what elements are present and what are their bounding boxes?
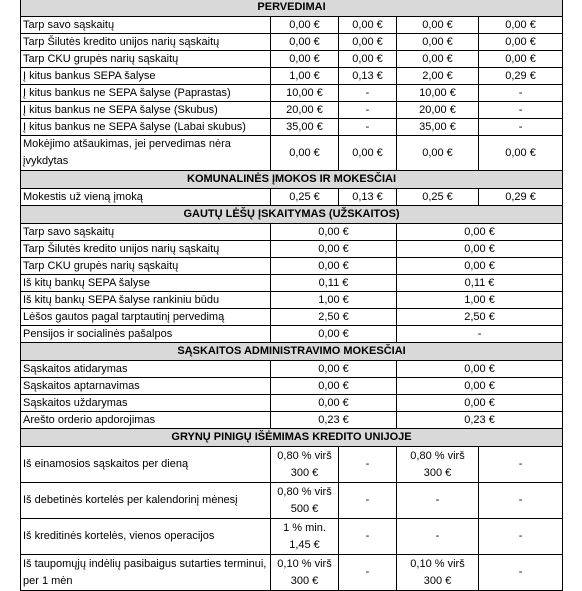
row-label: Tarp CKU grupės narių sąskaitų bbox=[21, 258, 271, 275]
fee-value: - bbox=[479, 119, 563, 136]
fee-value: 0,29 € bbox=[479, 68, 563, 85]
row-label: Į kitus bankus ne SEPA šalyse (Paprastas) bbox=[21, 85, 271, 102]
row-label: Arešto orderio apdorojimas bbox=[21, 412, 271, 429]
table-row bbox=[21, 51, 563, 68]
fee-value: 0,11 € bbox=[397, 275, 563, 292]
section-title: GAUTŲ LĖŠŲ ĮSKAITYMAS (UŽSKAITOS) bbox=[21, 206, 563, 224]
row-label: Iš kitų bankų SEPA šalyse rankiniu būdu bbox=[21, 292, 271, 309]
fee-value: 1,00 € bbox=[397, 292, 563, 309]
fee-value: 0,13 € bbox=[339, 68, 397, 85]
fee-value-line: 0,80 % virš bbox=[410, 449, 465, 462]
fee-value-line: - bbox=[365, 566, 370, 578]
table-row bbox=[21, 326, 563, 343]
row-label: Mokestis už vieną įmoką bbox=[21, 189, 271, 206]
table-row bbox=[21, 275, 563, 292]
fee-value-line: - bbox=[435, 494, 440, 506]
fee-value-line: - bbox=[518, 530, 523, 542]
fee-value: 0,00 € bbox=[271, 241, 397, 258]
row-label: Iš kitų bankų SEPA šalyse bbox=[21, 275, 271, 292]
fee-value bbox=[271, 483, 339, 519]
table-row bbox=[21, 17, 563, 34]
fee-value: 0,29 € bbox=[479, 189, 563, 206]
table-row bbox=[21, 447, 563, 483]
fee-value bbox=[397, 447, 479, 483]
fee-value: 0,23 € bbox=[271, 412, 397, 429]
fee-value: 35,00 € bbox=[397, 119, 479, 136]
fee-value: 0,00 € bbox=[479, 34, 563, 51]
section-title: GRYNŲ PINIGŲ IŠĖMIMAS KREDITO UNIJOJE bbox=[21, 429, 563, 447]
row-label: Tarp Šilutės kredito unijos narių sąskaitų bbox=[21, 241, 271, 258]
fee-value: 0,00 € bbox=[339, 136, 397, 171]
section-title: PERVEDIMAI bbox=[21, 0, 563, 17]
fee-value-line: 1,45 € bbox=[289, 538, 320, 551]
table-row bbox=[21, 519, 563, 555]
fee-value-line: - bbox=[518, 458, 523, 470]
row-label: Mokėjimo atšaukimas, jei pervedimas nėra įvykdytas bbox=[21, 136, 271, 171]
fee-value: 0,00 € bbox=[397, 361, 563, 378]
table-row bbox=[21, 68, 563, 85]
section-title: SĄSKAITOS ADMINISTRAVIMO MOKESČIAI bbox=[21, 343, 563, 361]
row-label: Sąskaitos uždarymas bbox=[21, 395, 271, 412]
table-row bbox=[21, 361, 563, 378]
row-label: Į kitus bankus ne SEPA šalyse (Labai skubus) bbox=[21, 119, 271, 136]
table-row bbox=[21, 483, 563, 519]
fee-value: 0,00 € bbox=[339, 34, 397, 51]
fee-value bbox=[271, 447, 339, 483]
fee-value: 0,00 € bbox=[397, 17, 479, 34]
fee-value-line: - bbox=[518, 566, 523, 578]
fee-value-line: - bbox=[518, 494, 523, 506]
section-title: KOMUNALINĖS ĮMOKOS IR MOKESČIAI bbox=[21, 171, 563, 189]
row-label: Pensijos ir socialinės pašalpos bbox=[21, 326, 271, 343]
table-row bbox=[21, 136, 563, 171]
row-label: Tarp savo sąskaitų bbox=[21, 224, 271, 241]
fee-value-line: 300 € bbox=[423, 574, 452, 587]
fee-value bbox=[479, 447, 563, 483]
fee-value-line: 0,10 % virš bbox=[410, 557, 465, 570]
row-label: Iš taupomųjų indėlių pasibaigus sutarties terminui, per 1 mėn bbox=[21, 555, 271, 591]
fee-value bbox=[339, 483, 397, 519]
row-label: Lėšos gautos pagal tarptautinį pervedimą bbox=[21, 309, 271, 326]
row-label: Į kitus bankus ne SEPA šalyse (Skubus) bbox=[21, 102, 271, 119]
table-row bbox=[21, 395, 563, 412]
table-row bbox=[21, 241, 563, 258]
fee-value: 0,00 € bbox=[397, 136, 479, 171]
fee-value: 1,00 € bbox=[271, 292, 397, 309]
fee-value: 2,50 € bbox=[397, 309, 563, 326]
section-header-row bbox=[21, 429, 563, 447]
fee-value: 0,13 € bbox=[339, 189, 397, 206]
table-row bbox=[21, 309, 563, 326]
table-row bbox=[21, 189, 563, 206]
fee-value-line: - bbox=[435, 530, 440, 542]
fee-value: 0,00 € bbox=[397, 34, 479, 51]
fee-value: 0,00 € bbox=[479, 17, 563, 34]
fee-value-line: 0,80 % virš bbox=[277, 485, 332, 498]
fee-value: 0,00 € bbox=[271, 34, 339, 51]
fee-value: 0,11 € bbox=[271, 275, 397, 292]
fee-value: 0,00 € bbox=[397, 241, 563, 258]
table-row bbox=[21, 224, 563, 241]
fee-value: 0,00 € bbox=[397, 395, 563, 412]
row-label: Tarp CKU grupės narių sąskaitų bbox=[21, 51, 271, 68]
table-row bbox=[21, 292, 563, 309]
fee-value-line: 1 % min. bbox=[283, 521, 326, 534]
fee-value bbox=[339, 555, 397, 591]
table-row bbox=[21, 555, 563, 591]
fee-value: 0,00 € bbox=[271, 326, 397, 343]
row-label: Sąskaitos aptarnavimas bbox=[21, 378, 271, 395]
section-header-row bbox=[21, 343, 563, 361]
row-label: Sąskaitos atidarymas bbox=[21, 361, 271, 378]
fee-value: - bbox=[339, 102, 397, 119]
fee-value bbox=[339, 519, 397, 555]
row-label: Į kitus bankus SEPA šalyse bbox=[21, 68, 271, 85]
section-header-row bbox=[21, 0, 563, 17]
table-row bbox=[21, 102, 563, 119]
table-row bbox=[21, 119, 563, 136]
row-label: Tarp Šilutės kredito unijos narių sąskaitų bbox=[21, 34, 271, 51]
table-row bbox=[21, 378, 563, 395]
fee-value: 1,00 € bbox=[271, 68, 339, 85]
fee-value: 0,00 € bbox=[397, 224, 563, 241]
fee-value bbox=[397, 555, 479, 591]
fee-value: 0,00 € bbox=[271, 378, 397, 395]
fee-value: 0,00 € bbox=[271, 361, 397, 378]
fee-value: 0,00 € bbox=[271, 395, 397, 412]
fee-value: - bbox=[339, 119, 397, 136]
fee-value-line: 300 € bbox=[290, 574, 319, 587]
fee-value: 0,00 € bbox=[479, 51, 563, 68]
fee-value: 0,00 € bbox=[271, 136, 339, 171]
fee-value bbox=[479, 483, 563, 519]
row-label: Tarp savo sąskaitų bbox=[21, 17, 271, 34]
fee-value: 0,25 € bbox=[397, 189, 479, 206]
fee-value: 10,00 € bbox=[271, 85, 339, 102]
fee-value: 35,00 € bbox=[271, 119, 339, 136]
table-row bbox=[21, 34, 563, 51]
fee-value bbox=[397, 519, 479, 555]
fee-value bbox=[271, 519, 339, 555]
fee-value-line: - bbox=[365, 494, 370, 506]
fee-table bbox=[20, 0, 563, 591]
fee-value: - bbox=[479, 102, 563, 119]
fee-value: 0,25 € bbox=[271, 189, 339, 206]
table-row bbox=[21, 85, 563, 102]
fee-value: 2,50 € bbox=[271, 309, 397, 326]
fee-value-line: 300 € bbox=[290, 466, 319, 479]
fee-value: - bbox=[479, 85, 563, 102]
table-row bbox=[21, 412, 563, 429]
fee-value-line: 300 € bbox=[423, 466, 452, 479]
fee-value: 0,00 € bbox=[271, 17, 339, 34]
fee-value bbox=[397, 483, 479, 519]
fee-value-line: 500 € bbox=[290, 502, 319, 515]
fee-value: 0,00 € bbox=[397, 51, 479, 68]
fee-value bbox=[479, 555, 563, 591]
section-header-row bbox=[21, 171, 563, 189]
fee-value: 0,00 € bbox=[397, 378, 563, 395]
fee-value: 10,00 € bbox=[397, 85, 479, 102]
fee-value: 0,00 € bbox=[339, 51, 397, 68]
fee-value-line: - bbox=[365, 458, 370, 470]
fee-value: - bbox=[397, 326, 563, 343]
fee-value: 20,00 € bbox=[271, 102, 339, 119]
fee-value: 0,00 € bbox=[271, 224, 397, 241]
fee-value: 2,00 € bbox=[397, 68, 479, 85]
fee-value-line: 0,80 % virš bbox=[277, 449, 332, 462]
fee-value-line: 0,10 % virš bbox=[277, 557, 332, 570]
fee-value bbox=[271, 555, 339, 591]
fee-value: 20,00 € bbox=[397, 102, 479, 119]
fee-value: - bbox=[339, 85, 397, 102]
fee-value bbox=[479, 519, 563, 555]
row-label: Iš einamosios sąskaitos per dieną bbox=[21, 447, 271, 483]
fee-value: 0,00 € bbox=[479, 136, 563, 171]
fee-value: 0,00 € bbox=[271, 258, 397, 275]
fee-value: 0,00 € bbox=[271, 51, 339, 68]
fee-value: 0,00 € bbox=[339, 17, 397, 34]
section-header-row bbox=[21, 206, 563, 224]
row-label: Iš kreditinės kortelės, vienos operacijos bbox=[21, 519, 271, 555]
fee-value-line: - bbox=[365, 530, 370, 542]
fee-value: 0,23 € bbox=[397, 412, 563, 429]
table-row bbox=[21, 258, 563, 275]
fee-value: 0,00 € bbox=[397, 258, 563, 275]
row-label: Iš debetinės kortelės per kalendorinį mėnesį bbox=[21, 483, 271, 519]
fee-value bbox=[339, 447, 397, 483]
